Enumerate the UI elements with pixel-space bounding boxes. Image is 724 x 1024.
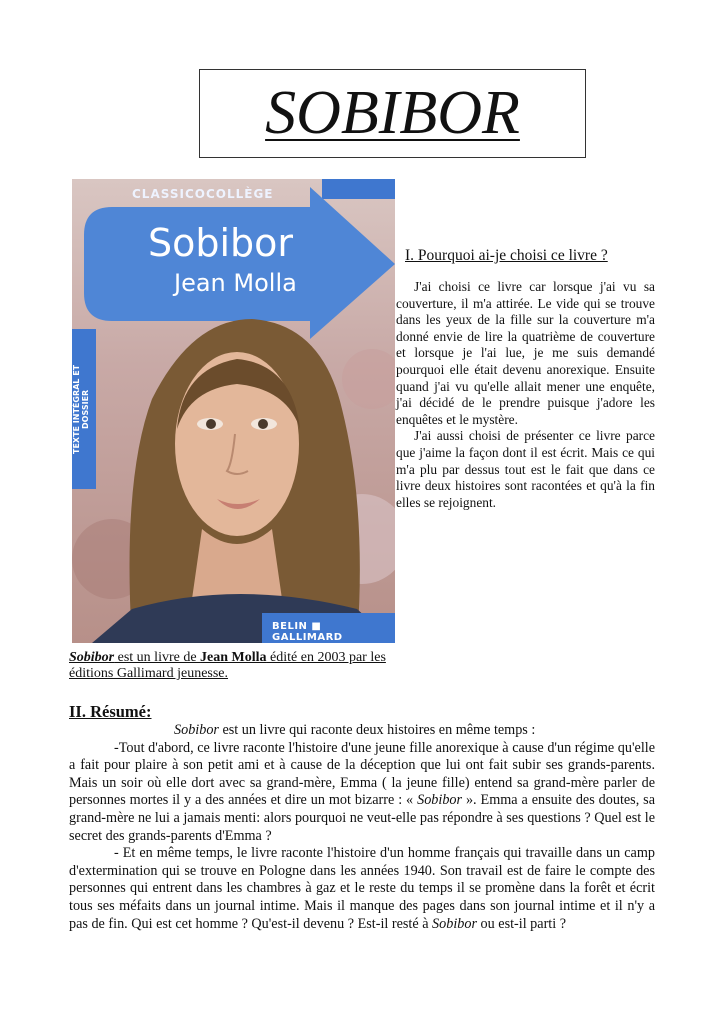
summary-p1-text-a: -Tout d'abord, ce livre raconte l'histoire d'une jeune fille anorexique à cause d'un régime qu'elle a fait pour plaire à son petit ami et à cause de la déception que lui ont fait subir ses grands-parents. Mais un soir où elle dort avec sa grand-mère, Emma ( la jeune fille) entend sa grand-mère parler de personnes mortes il y a des années et dire un mot bizarre : « (69, 739, 655, 809)
summary-paragraph-1 (69, 740, 655, 846)
caption-author: Jean Molla (200, 650, 267, 665)
page-title: SOBIBOR (265, 79, 520, 147)
summary-p1-text-b: ». Emma a ensuite des doutes, sa grand-mère ne lui a jamais menti: alors pourquoi ne veut-elle pas répondre à ses questions ? Quel est le secret des grands-parents d'Emma ? (69, 792, 655, 844)
cover-caption (69, 650, 409, 682)
section2-heading: II. Résumé: (69, 702, 152, 721)
title-box (199, 69, 586, 158)
caption-mid: est un livre de (114, 650, 201, 665)
section1-paragraph-1: J'ai choisi ce livre car lorsque j'ai vu sa couverture, il m'a attirée. Le vide qui se trouve dans les yeux de la fille sur la couverture m'a donné envie de lire la quatrième de couverture et lorsque je l'ai lue, je me suis demandé pourquoi elle était devenu anorexique. Ensuite quand j'ai vu qu'elle allait mener une enquête, j'ai décidé de le prendre puisque j'adore les enquêtes et le mystère. (396, 279, 655, 427)
summary-intro-rest: est un livre qui raconte deux histoires en même temps : (218, 722, 536, 738)
section2-body (69, 722, 655, 933)
summary-p2-text-b: ou est-il parti ? (476, 915, 567, 932)
section1-heading: I. Pourquoi ai-je choisi ce livre ? (405, 247, 608, 264)
cover-publisher: BELIN ■ GALLIMARD (272, 621, 343, 643)
caption-end: édité en 2003 par les éditions Gallimard jeunesse. (69, 650, 386, 681)
cover-side-text: TEXTE INTÉGRAL ET DOSSIER (72, 364, 90, 454)
summary-p2-word: Sobibor (432, 915, 477, 932)
section1-paragraph-2: J'ai aussi choisi de présenter ce livre parce que j'aime la façon dont il est écrit. Mais ce qui m'a plu par dessus tout est le fait que dans ce livre deux histoires sont racontées et qu'à la fin elles se rejoignent. (396, 428, 655, 510)
summary-intro-book: Sobibor (174, 722, 219, 738)
cover-series-label: CLASSICOCOLLÈGE (132, 187, 274, 201)
summary-intro (69, 722, 655, 740)
book-cover (72, 179, 395, 643)
summary-p2-text-a: - Et en même temps, le livre raconte l'histoire d'un homme français qui travaille dans un camp d'extermination qui se trouve en Pologne dans les années 1940. Son travail est de faire le compte des personnes qui entrent dans les chambres à gaz et le reste du temps il se promène dans la forêt et écrit tous ses méfaits dans un journal intime. Mais il manque des pages dans son journal intime et il n'y a pas de fin. Qui est cet homme ? Qu'est-il devenu ? Est-il resté à (69, 845, 655, 932)
cover-title: Sobibor (148, 221, 294, 265)
summary-paragraph-2 (69, 845, 655, 933)
cover-author: Jean Molla (174, 269, 297, 297)
section1-body (396, 279, 655, 511)
summary-p1-word: Sobibor (417, 792, 463, 809)
caption-book-title: Sobibor (69, 650, 115, 665)
